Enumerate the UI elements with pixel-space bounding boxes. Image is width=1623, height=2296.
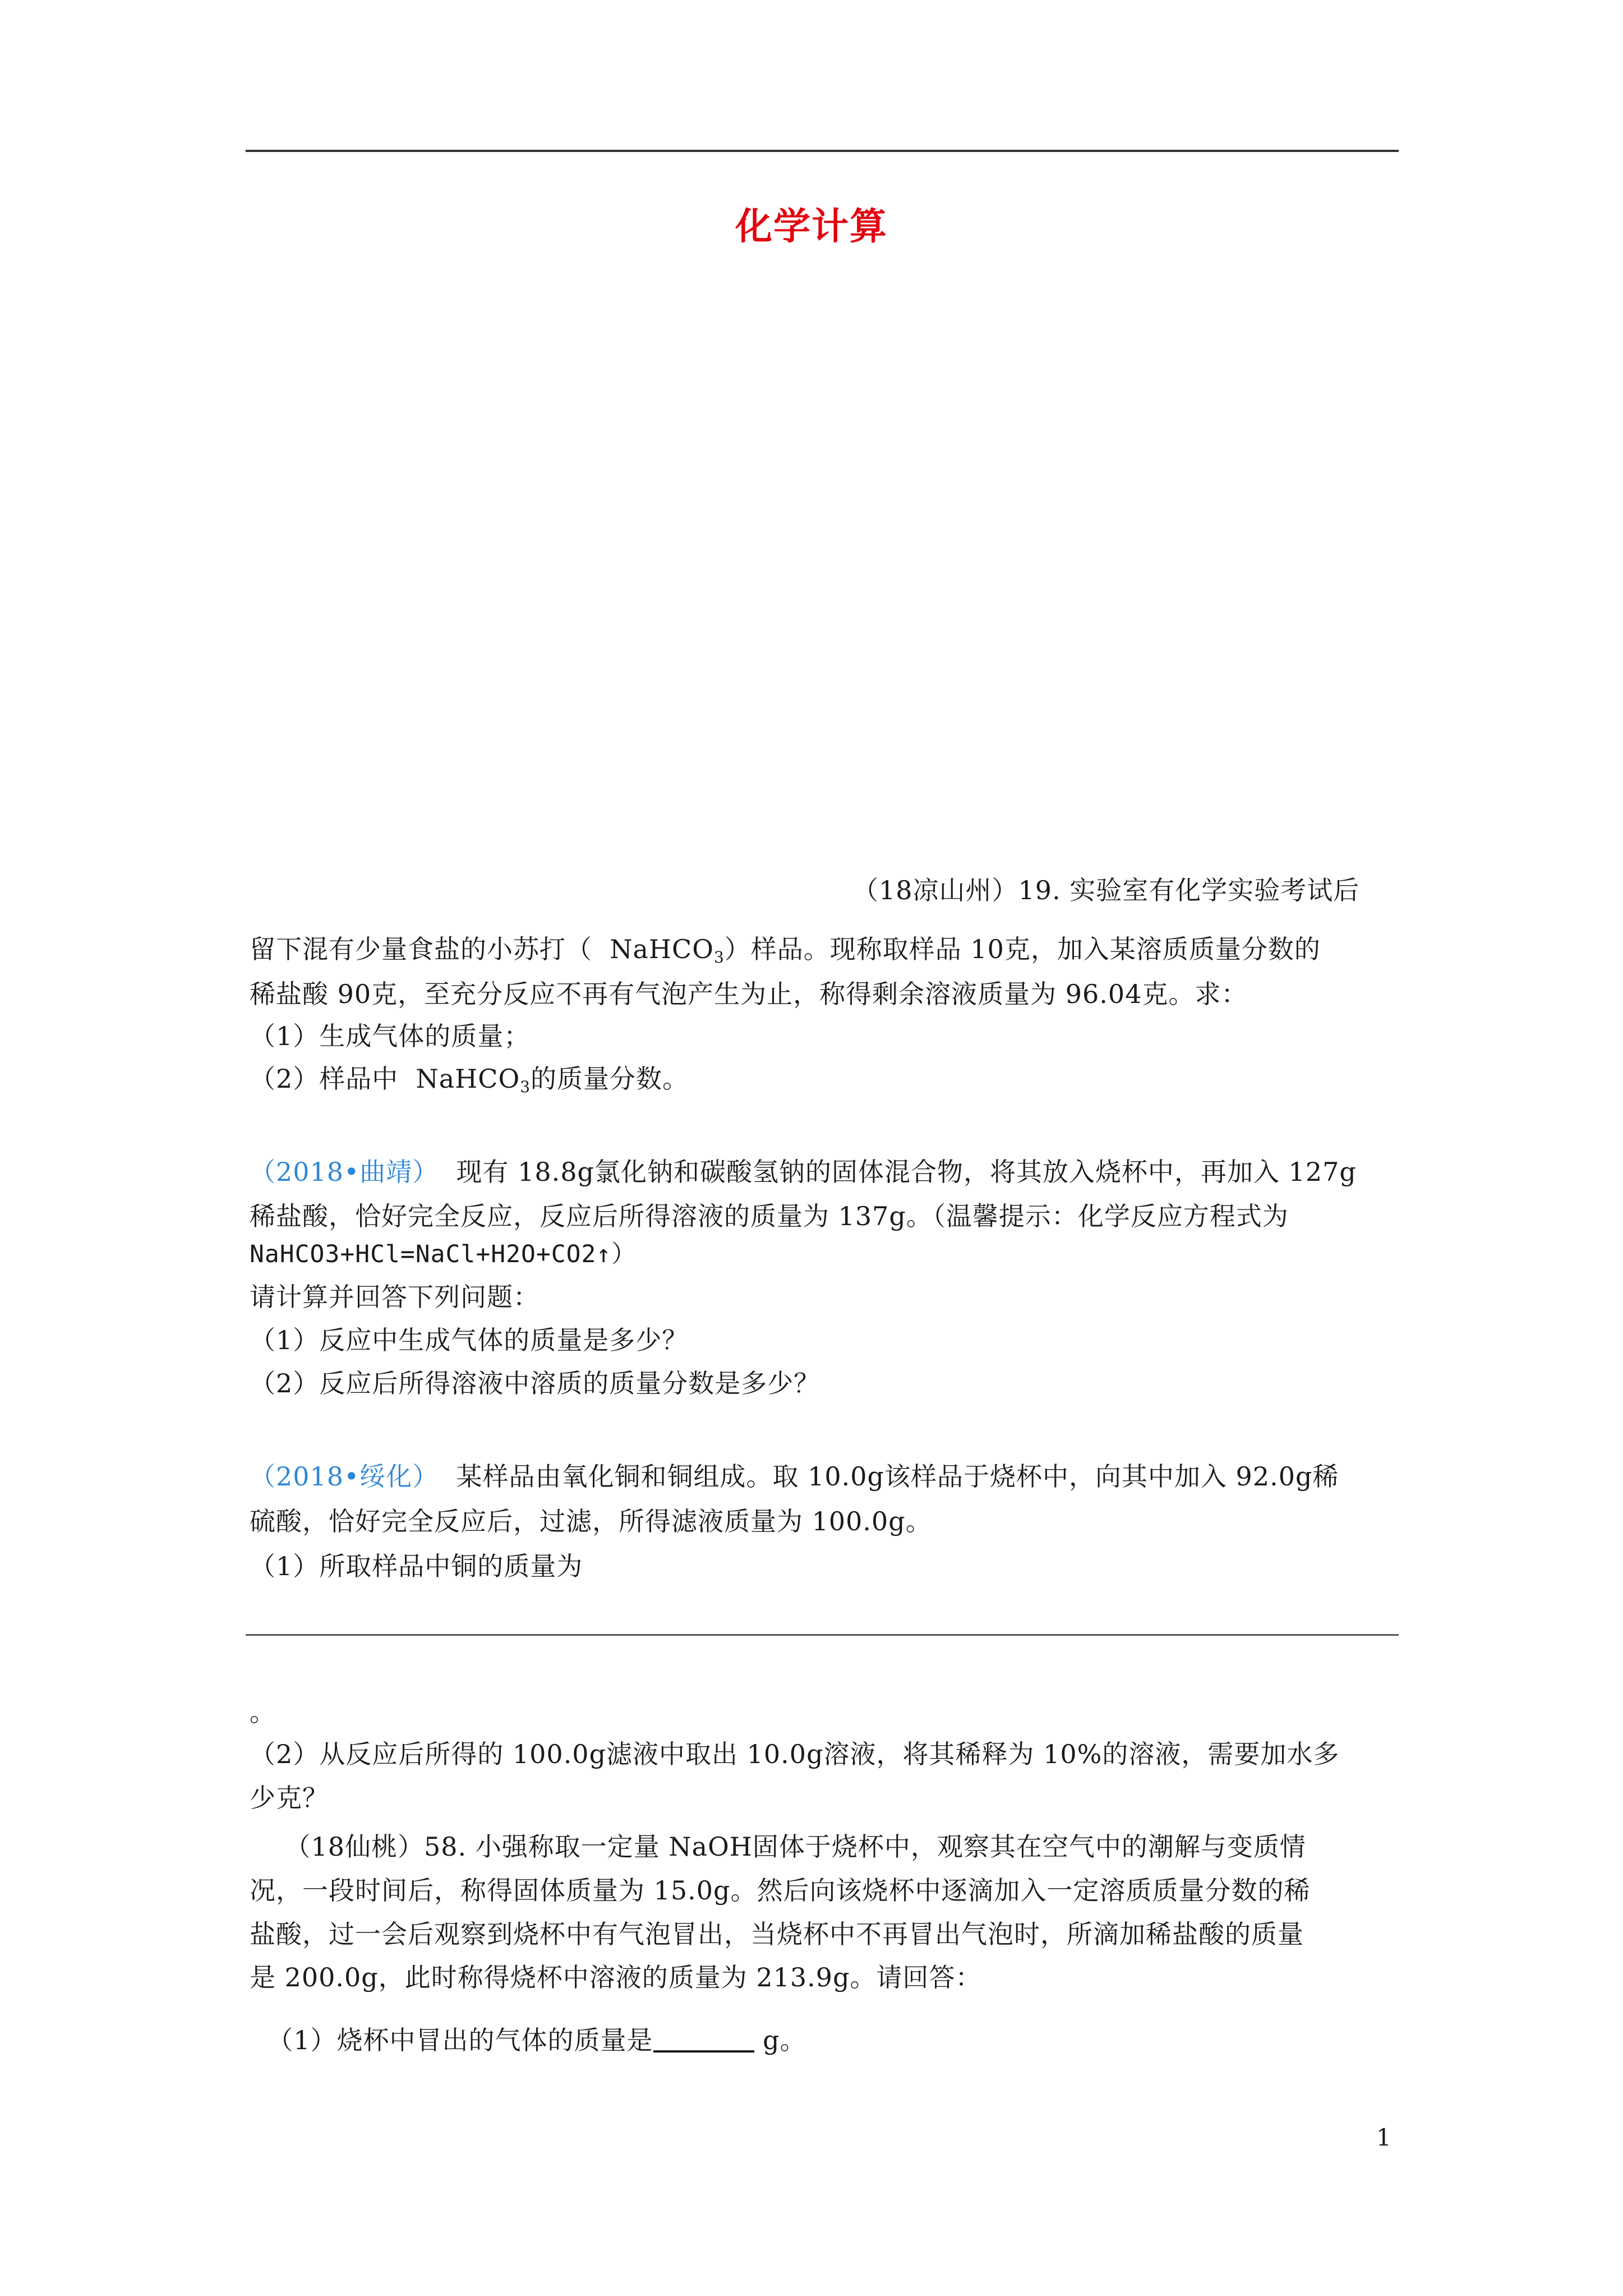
q4-part1: （1）烧杯中冒出的气体的质量是 g。 [250,2025,806,2055]
q1-line3: 稀盐酸 90克，至充分反应不再有气泡产生为止，称得剩余溶液质量为 96.04克。求： [250,979,1248,1009]
q3-line2: 硫酸，恰好完全反应后，过滤，所得滤液质量为 100.0g。 [250,1506,932,1536]
q4-line3: 盐酸，过一会后观察到烧杯中有气泡冒出，当烧杯中不再冒出气泡时，所滴加稀盐酸的质量 [250,1919,1304,1949]
page-number: 1 [1376,2124,1391,2151]
answer-blank[interactable] [653,2024,754,2053]
q3-source: （2018•绥化） [250,1461,439,1492]
q3-part2-line1: （2）从反应后所得的 100.0g滤液中取出 10.0g溶液，将其稀释为 10%的溶液，需要加水多 [250,1739,1340,1769]
q2-source: （2018•曲靖） [250,1157,439,1187]
q3-line1: （2018•绥化） 某样品由氧化铜和铜组成。取 10.0g该样品于烧杯中，向其中加入 92.0g稀 [250,1461,1339,1492]
q2-part2: （2）反应后所得溶液中溶质的质量分数是多少？ [250,1368,820,1398]
q1-line2: 留下混有少量食盐的小苏打（ NaHCO$_3$）样品。现称取样品 10克，加入某溶质质量分数的 [250,934,1321,967]
q2-part1: （1）反应中生成气体的质量是多少？ [250,1325,689,1355]
header-rule [246,150,1399,152]
q3-continuation: 。 [250,1697,276,1727]
q1-part2: （2）样品中 NaHCO$_3$的质量分数。 [250,1064,689,1096]
q4-line4: 是 200.0g，此时称得烧杯中溶液的质量为 213.9g。请回答： [250,1962,982,1993]
q3-part1: （1）所取样品中铜的质量为 [250,1551,583,1581]
q2-line2: 稀盐酸，恰好完全反应，反应后所得溶液的质量为 137g。（温馨提示：化学反应方程式为 [250,1201,1289,1231]
q2-line1: （2018•曲靖） 现有 18.8g氯化钠和碳酸氢钠的固体混合物，将其放入烧杯中，再加入 127g [250,1157,1357,1187]
q3-part2-line2: 少克？ [250,1783,329,1813]
page-break-rule [246,1634,1399,1636]
q4-line2: 况，一段时间后，称得固体质量为 15.0g。然后向该烧杯中逐滴加入一定溶质质量分数的稀 [250,1875,1311,1906]
q1-part1: （1）生成气体的质量； [250,1021,531,1051]
q1-source-line: （18凉山州）19. 实验室有化学实验考试后 [852,875,1360,905]
q2-equation: NaHCO3+HCl=NaCl+H2O+CO2↑） [250,1240,637,1268]
q2-line4: 请计算并回答下列问题： [250,1282,540,1312]
document-title: 化学计算 [735,204,888,248]
q4-line1: （18仙桃）58. 小强称取一定量 NaOH固体于烧杯中，观察其在空气中的潮解与变质情 [250,1832,1306,1862]
